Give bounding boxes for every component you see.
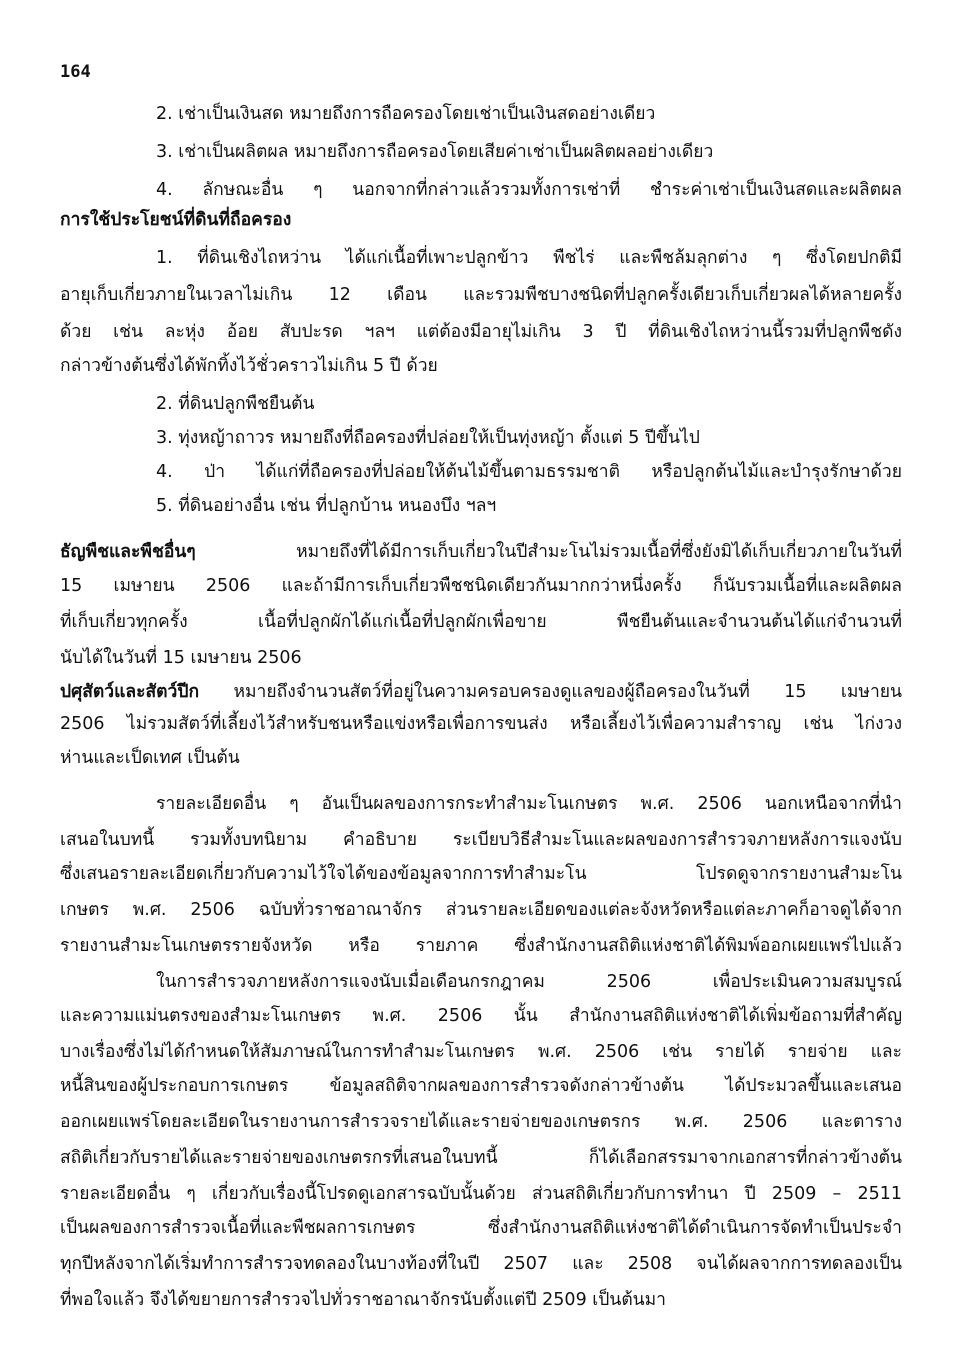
paragraph-line: 15 เมษายน 2506 และถ้ามีการเก็บเกี่ยวพืชชนิดเดียวกันมากกว่าหนึ่งครั้ง ก็นับรวมเนื้อที่และผลิตผล [60, 576, 902, 596]
list-item: 5. ที่ดินอย่างอื่น เช่น ที่ปลูกบ้าน หนองบึง ฯลฯ [156, 496, 497, 516]
paragraph-line: ในการสำรวจภายหลังการแจงนับเมื่อเดือนกรกฎาคม 2506 เพื่อประเมินความสมบูรณ์ [156, 972, 902, 992]
paragraph-line: ด้วย เช่น ละหุ่ง อ้อย สับปะรด ฯลฯ แต่ต้องมีอายุไม่เกิน 3 ปี ที่ดินเชิงไถหว่านนี้รวมที่ปลูกพืชดัง [60, 322, 902, 342]
list-item: 3. เช่าเป็นผลิตผล หมายถึงการถือครองโดยเสียค่าเช่าเป็นผลิตผลอย่างเดียว [156, 142, 714, 162]
paragraph-line: เสนอในบทนี้ รวมทั้งบทนิยาม คำอธิบาย ระเบียบวิธีสำมะโนและผลของการสำรวจภายหลังการแจงนับ [60, 830, 902, 850]
paragraph-line: นับได้ในวันที่ 15 เมษายน 2506 [60, 648, 302, 668]
paragraph-line: ออกเผยแพร่โดยละเอียดในรายงานการสำรวจรายได้และรายจ่ายของเกษตรกร พ.ศ. 2506 และตาราง [60, 1112, 902, 1132]
list-item: 3. ทุ่งหญ้าถาวร หมายถึงที่ถือครองที่ปล่อยให้เป็นทุ่งหญ้า ตั้งแต่ 5 ปีขึ้นไป [156, 428, 700, 448]
paragraph-line: รายงานสำมะโนเกษตรรายจังหวัด หรือ รายภาค ซึ่งสำนักงานสถิติแห่งชาติได้พิมพ์ออกเผยแพร่ไปแล้ว [60, 936, 902, 956]
term-heading: ธัญพืชและพืชอื่นๆ [60, 542, 196, 562]
page-number: 164 [60, 62, 91, 82]
paragraph-line: ทุกปีหลังจากได้เริ่มทำการสำรวจทดลองในบางท้องที่ในปี 2507 และ 2508 จนได้ผลจากการทดลองเป็น [60, 1254, 902, 1274]
paragraph-line: ที่พอใจแล้ว จึงได้ขยายการสำรวจไปทั่วราชอาณาจักรนับตั้งแต่ปี 2509 เป็นต้นมา [60, 1290, 667, 1310]
paragraph-line: ธัญพืชและพืชอื่นๆ หมายถึงที่ได้มีการเก็บเกี่ยวในปีสำมะโนไม่รวมเนื้อที่ซึ่งยังมิได้เก็บเกี่ยวภายในวันที่ [60, 542, 902, 562]
list-item: 2. ที่ดินปลูกพืชยืนต้น [156, 394, 315, 414]
section-heading: การใช้ประโยชน์ที่ดินที่ถือครอง [60, 210, 292, 230]
paragraph-line: รายละเอียดอื่น ๆ อันเป็นผลของการกระทำสำมะโนเกษตร พ.ศ. 2506 นอกเหนือจากที่นำ [156, 794, 902, 814]
paragraph-line: รายละเอียดอื่น ๆ เกี่ยวกับเรื่องนี้โปรดดูเอกสารฉบับนั้นด้วย ส่วนสถิติเกี่ยวกับการทำนา ปี 2509 – 2511 [60, 1184, 902, 1204]
list-item: 4. ป่า ได้แก่ที่ถือครองที่ปล่อยให้ต้นไม้ขึ้นตามธรรมชาติ หรือปลูกต้นไม้และบำรุงรักษาด้วย [156, 462, 902, 482]
paragraph-line: เป็นผลของการสำรวจเนื้อที่และพืชผลการเกษตร ซึ่งสำนักงานสถิติแห่งชาติได้ดำเนินการจัดทำเป็นประจำ [60, 1218, 902, 1238]
paragraph-line: ห่านและเป็ดเทศ เป็นต้น [60, 748, 240, 768]
list-item: 1. ที่ดินเชิงไถหว่าน ได้แก่เนื้อที่เพาะปลูกข้าว พืชไร่ และพืชล้มลุกต่าง ๆ ซึ่งโดยปกติมี [156, 248, 902, 268]
list-item: 4. ลักษณะอื่น ๆ นอกจากที่กล่าวแล้วรวมทั้งการเช่าที่ ชำระค่าเช่าเป็นเงินสดและผลิตผล [156, 180, 902, 200]
paragraph-line: ที่เก็บเกี่ยวทุกครั้ง เนื้อที่ปลูกผักได้แก่เนื้อที่ปลูกผักเพื่อขาย พืชยืนต้นและจำนวนต้นได้แก่จำนวนที่ [60, 612, 902, 632]
paragraph-line: หนี้สินของผู้ประกอบการเกษตร ข้อมูลสถิติจากผลของการสำรวจดังกล่าวข้างต้น ได้ประมวลขึ้นและเสนอ [60, 1076, 902, 1096]
paragraph-line: เกษตร พ.ศ. 2506 ฉบับทั่วราชอาณาจักร ส่วนรายละเอียดของแต่ละจังหวัดหรือแต่ละภาคก็อาจดูได้จาก [60, 900, 902, 920]
paragraph-line: ซึ่งเสนอรายละเอียดเกี่ยวกับความไว้ใจได้ของข้อมูลจากการทำสำมะโน โปรดดูจากรายงานสำมะโน [60, 864, 902, 884]
paragraph-line: และความแม่นตรงของสำมะโนเกษตร พ.ศ. 2506 นั้น สำนักงานสถิติแห่งชาติได้เพิ่มข้อถามที่สำคัญ [60, 1006, 902, 1026]
paragraph-line: บางเรื่องซึ่งไม่ได้กำหนดให้สัมภาษณ์ในการทำสำมะโนเกษตร พ.ศ. 2506 เช่น รายได้ รายจ่าย และ [60, 1042, 902, 1062]
paragraph-line: สถิติเกี่ยวกับรายได้และรายจ่ายของเกษตรกรที่เสนอในบทนี้ ก็ได้เลือกสรรมาจากเอกสารที่กล่าวข้างต้น [60, 1148, 902, 1168]
paragraph-line: อายุเก็บเกี่ยวภายในเวลาไม่เกิน 12 เดือน และรวมพืชบางชนิดที่ปลูกครั้งเดียวเก็บเกี่ยวผลได้หลายครั้ง [60, 285, 902, 305]
paragraph-line: กล่าวข้างต้นซึ่งได้พักทิ้งไว้ชั่วคราวไม่เกิน 5 ปี ด้วย [60, 356, 438, 376]
term-heading: ปศุสัตว์และสัตว์ปีก [60, 682, 200, 702]
paragraph-line: 2506 ไม่รวมสัตว์ที่เลี้ยงไว้สำหรับชนหรือแข่งหรือเพื่อการขนส่ง หรือเลี้ยงไว้เพื่อความสำราญ เช่น ไก่งวง [60, 714, 902, 734]
list-item: 2. เช่าเป็นเงินสด หมายถึงการถือครองโดยเช่าเป็นเงินสดอย่างเดียว [156, 104, 656, 124]
paragraph-line: ปศุสัตว์และสัตว์ปีก หมายถึงจำนวนสัตว์ที่อยู่ในความครอบครองดูแลของผู้ถือครองในวันที่ 15 เมษายน [60, 682, 902, 702]
